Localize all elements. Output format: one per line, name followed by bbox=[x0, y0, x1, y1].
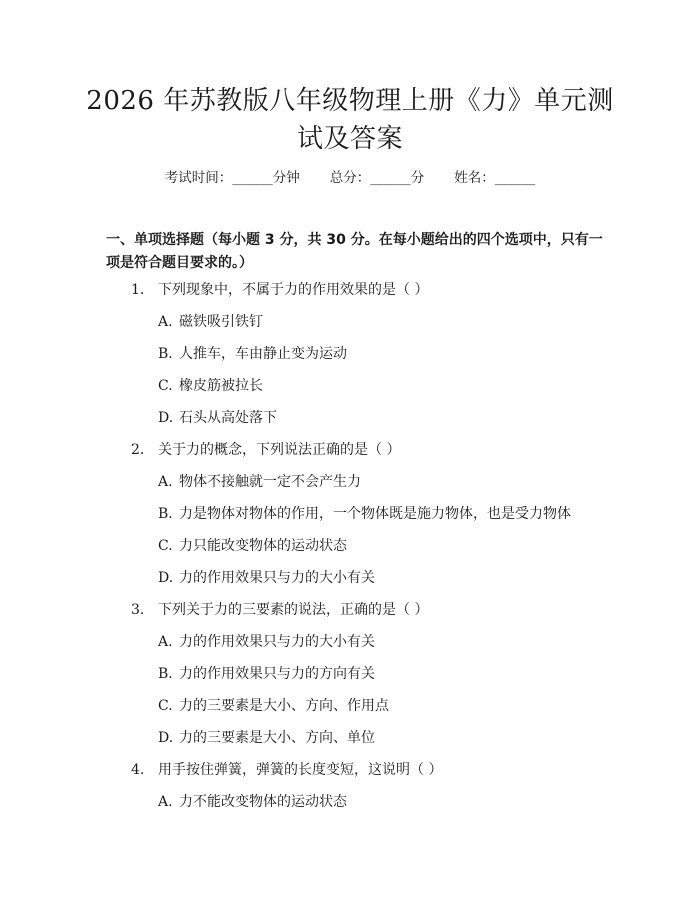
option-text: 力的作用效果只与力的方向有关 bbox=[179, 666, 375, 682]
option-letter: C. bbox=[158, 378, 173, 394]
question-1 bbox=[131, 280, 428, 300]
question-4 bbox=[131, 760, 442, 780]
document-title bbox=[0, 82, 700, 158]
option-letter: B. bbox=[158, 346, 173, 362]
question-number: 3. bbox=[131, 602, 145, 618]
option-text: 人推车，车由静止变为运动 bbox=[179, 346, 347, 362]
option-text: 力是物体对物体的作用，一个物体既是施力物体，也是受力物体 bbox=[179, 506, 571, 522]
option-text: 力的三要素是大小、方向、单位 bbox=[179, 730, 375, 746]
option-letter: A. bbox=[158, 474, 173, 490]
question-number: 1. bbox=[131, 282, 145, 298]
question-3-option-a bbox=[158, 632, 375, 652]
option-text: 橡皮筋被拉长 bbox=[179, 378, 263, 394]
option-text: 力不能改变物体的运动状态 bbox=[179, 794, 347, 810]
question-number: 2. bbox=[131, 442, 145, 458]
option-text: 力的三要素是大小、方向、作用点 bbox=[179, 698, 389, 714]
option-letter: B. bbox=[158, 506, 173, 522]
question-3-option-c bbox=[158, 696, 389, 716]
question-3 bbox=[131, 600, 428, 620]
option-text: 物体不接触就一定不会产生力 bbox=[179, 474, 361, 490]
total-score: 总分：______分 bbox=[329, 170, 425, 186]
question-text: 下列关于力的三要素的说法，正确的是（ ） bbox=[158, 602, 429, 618]
option-letter: A. bbox=[158, 314, 173, 330]
question-number: 4. bbox=[131, 762, 145, 778]
question-4-option-a bbox=[158, 792, 347, 812]
option-text: 力的作用效果只与力的大小有关 bbox=[179, 634, 375, 650]
question-2-option-c bbox=[158, 536, 347, 556]
question-2-option-a bbox=[158, 472, 361, 492]
option-letter: D. bbox=[158, 730, 174, 746]
title-line-2: 试及答案 bbox=[296, 124, 403, 154]
exam-meta bbox=[0, 168, 700, 188]
section-heading: 一、单项选择题（每小题 3 分，共 30 分。在每小题给出的四个选项中，只有一项是符合题目要求的。） bbox=[106, 232, 603, 271]
option-letter: A. bbox=[158, 794, 173, 810]
question-text: 下列现象中，不属于力的作用效果的是（ ） bbox=[158, 282, 429, 298]
question-1-option-a bbox=[158, 312, 263, 332]
question-3-option-b bbox=[158, 664, 375, 684]
question-1-option-b bbox=[158, 344, 347, 364]
option-text: 力的作用效果只与力的大小有关 bbox=[179, 570, 375, 586]
question-2 bbox=[131, 440, 400, 460]
question-text: 用手按住弹簧，弹簧的长度变短，这说明（ ） bbox=[158, 762, 443, 778]
question-1-option-d bbox=[158, 408, 277, 428]
option-letter: B. bbox=[158, 666, 173, 682]
question-1-option-c bbox=[158, 376, 263, 396]
option-text: 磁铁吸引铁钉 bbox=[179, 314, 263, 330]
option-text: 力只能改变物体的运动状态 bbox=[179, 538, 347, 554]
option-letter: C. bbox=[158, 538, 173, 554]
option-letter: D. bbox=[158, 570, 174, 586]
title-line-1: 2026 年苏教版八年级物理上册《力》单元测 bbox=[86, 86, 614, 116]
option-letter: A. bbox=[158, 634, 173, 650]
question-3-option-d bbox=[158, 728, 375, 748]
question-2-option-d bbox=[158, 568, 375, 588]
option-text: 石头从高处落下 bbox=[179, 410, 277, 426]
question-2-option-b bbox=[158, 504, 571, 524]
student-name: 姓名：______ bbox=[454, 170, 536, 186]
option-letter: C. bbox=[158, 698, 173, 714]
option-letter: D. bbox=[158, 410, 174, 426]
question-text: 关于力的概念，下列说法正确的是（ ） bbox=[158, 442, 401, 458]
exam-time: 考试时间：______分钟 bbox=[164, 170, 300, 186]
